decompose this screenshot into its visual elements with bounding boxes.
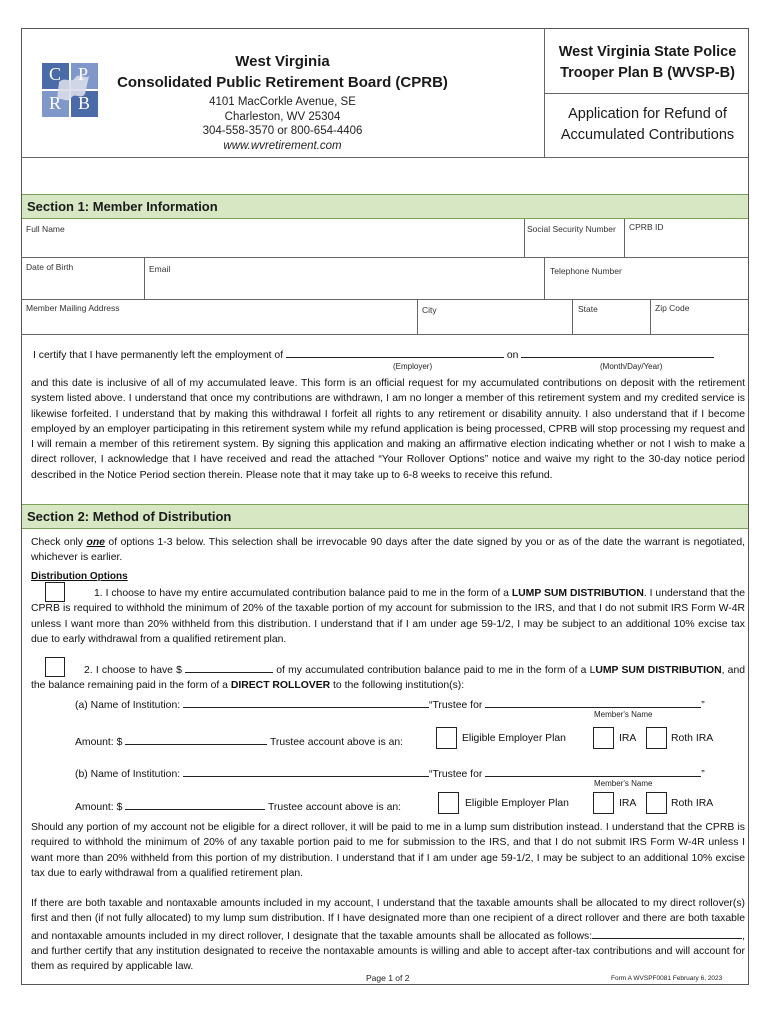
ira-a-checkbox[interactable] xyxy=(593,727,614,749)
mailing-address-field[interactable]: Member Mailing Address xyxy=(26,303,120,313)
eligible-plan-a-checkbox[interactable] xyxy=(436,727,457,749)
roth-ira-b-checkbox[interactable] xyxy=(646,792,667,814)
section2-instructions: Check only one of options 1-3 below. This selection shall be irrevocable 90 days after the date signed by you or as of the date the warrant is negotiated, whichever is earlier. xyxy=(31,537,745,564)
certification-paragraph: and this date is inclusive of all of my accumulated leave. This form is an official request for my accumulated contributions on deposit with the retirement system listed above. I understand that once my contributions are withdrawn, I am no longer a member of this retirement system and my credited service is likewise forfeited. I understand that by making this withdrawal I forfeit all rights to any retirement or disability annuity. I also understand that if I become employed by an employer participating in this retirement system while my refund application is being processed, CPRB will stop processing my request and I will remain a member of this retirement system. By signing this application and making an affirmative election indicating whether or not I wish to make a direct rollover, I acknowledge that I have received and read the attached “Your Rollover Options” notice and waive my right to the 30-day notice period described in the Notice Period section therein. Please note that it may take up to 6-8 weeks to receive this refund. xyxy=(31,378,745,481)
option1-text: 1. I choose to have my entire accumulated contribution balance paid to me in the form of a LUMP SUM DISTRIBUTION. I understand that the CPRB is required to withhold the minimum of 20% of the taxable portion of my account for submission to the IRS, and that I do not submit IRS Form W-4R unless I want more than 20% withheld from this distribution. I understand that if I am under age 59-1/2, I may be subject to an additional 10% excise tax due to early withdrawal from a qualified retirement plan. xyxy=(31,588,745,645)
amount-a-row: Amount: $ Trustee account above is an: xyxy=(75,733,403,748)
logo-letter-c: C xyxy=(49,64,62,84)
dob-field[interactable]: Date of Birth xyxy=(26,262,74,272)
institution-b-member-input[interactable] xyxy=(485,765,701,777)
email-field[interactable]: Email xyxy=(149,264,171,274)
eligible-plan-b-label: Eligible Employer Plan xyxy=(465,798,569,809)
ira-b-label: IRA xyxy=(619,798,637,809)
state-field[interactable]: State xyxy=(578,304,598,314)
roth-ira-a-label: Roth IRA xyxy=(671,733,714,744)
institution-b-name-input[interactable] xyxy=(183,765,429,777)
org-website: www.wvretirement.com xyxy=(223,139,342,152)
org-name: Consolidated Public Retirement Board (CPRB) xyxy=(117,74,448,91)
amount-b-row: Amount: $ Trustee account above is an: xyxy=(75,798,401,813)
eligible-plan-b-checkbox[interactable] xyxy=(438,792,459,814)
form-title-line1: Application for Refund of xyxy=(568,106,727,122)
logo-letter-r: R xyxy=(49,93,62,113)
option2-text: 2. I choose to have $ of my accumulated contribution balance paid to me in the form of a LUMP SUM DISTRIBUTION, and the balance remaining paid in the form of a DIRECT ROLLOVER to the following institution(s): xyxy=(31,661,745,694)
roth-ira-a-checkbox[interactable] xyxy=(646,727,667,749)
section2-header xyxy=(22,504,748,529)
institution-a-member-input[interactable] xyxy=(485,696,701,708)
allocation-paragraph: If there are both taxable and nontaxable amounts included in my account, I understand that the taxable amounts shall be allocated to my direct rollover(s) first and then (if not fully allocated) to my lump sum distribution. If I have designated more than one recipient of a direct rollover and there are both taxable and nontaxable amounts included in my direct rollover, I designate that the taxable amounts shall be allocated as follows: , and further certify that any institution designated to receive the nontaxable amounts is willing and able to accept after-tax contributions and will account for them as required by applicable law. xyxy=(31,898,745,973)
rollover-paragraph: Should any portion of my account not be eligible for a direct rollover, it will be paid to me in a lump sum distribution instead. I understand that the CPRB is required to withhold the minimum of 20% of any taxable portion paid to me for submission to the IRS, and that I do not submit IRS Form W-4R unless I want more than 20% withheld from this portion of my distribution. I understand that if I am under age 59-1/2, I may be subject to an additional 10% excise tax due to early withdrawal from a qualified retirement plan. xyxy=(31,822,745,879)
page-number: Page 1 of 2 xyxy=(366,973,410,983)
separation-date-input[interactable] xyxy=(521,346,714,358)
org-state: West Virginia xyxy=(235,53,330,70)
lump-sum-amount-input[interactable] xyxy=(185,661,273,673)
ira-a-label: IRA xyxy=(619,733,637,744)
institution-b-row: (b) Name of Institution: “Trustee for ” xyxy=(75,765,705,780)
cprb-logo xyxy=(41,62,99,118)
distribution-options-heading: Distribution Options xyxy=(31,571,128,582)
plan-name-line1: West Virginia State Police xyxy=(558,44,737,60)
employer-input[interactable] xyxy=(286,346,504,358)
section1-title: Section 1: Member Information xyxy=(27,199,218,214)
employer-caption-text: (Employer) xyxy=(393,362,433,371)
eligible-plan-a-label: Eligible Employer Plan xyxy=(462,733,566,744)
ssn-field[interactable]: Social Security Number xyxy=(527,224,616,234)
roth-ira-b-label: Roth IRA xyxy=(671,798,714,809)
institution-a-name-input[interactable] xyxy=(183,696,429,708)
zip-code-field[interactable]: Zip Code xyxy=(655,303,690,313)
section2-title: Section 2: Method of Distribution xyxy=(27,509,232,524)
allocation-input[interactable] xyxy=(592,927,742,939)
members-name-caption-b: Member's Name xyxy=(594,779,653,788)
amount-b-input[interactable] xyxy=(125,798,265,810)
cprb-id-field[interactable]: CPRB ID xyxy=(629,222,664,232)
city-field[interactable]: City xyxy=(422,305,437,315)
form-id: Form A WVSPF0081 February 6, 2023 xyxy=(611,975,723,982)
members-name-caption-a: Member's Name xyxy=(594,710,653,719)
section1-header xyxy=(22,194,748,219)
org-phones: 304-558-3570 or 800-654-4406 xyxy=(202,125,363,137)
certify-statement: I certify that I have permanently left the employment of on xyxy=(33,346,714,361)
date-caption: (Month/Day/Year) xyxy=(600,362,663,371)
org-address-street: 4101 MacCorkle Avenue, SE xyxy=(209,96,356,108)
telephone-field[interactable]: Telephone Number xyxy=(550,266,622,276)
logo-letter-b: B xyxy=(78,93,91,113)
institution-a-row: (a) Name of Institution: “Trustee for ” xyxy=(75,696,705,711)
plan-name-line2: Trooper Plan B (WVSP-B) xyxy=(560,65,735,81)
form-title-line2: Accumulated Contributions xyxy=(560,127,735,143)
org-address-city: Charleston, WV 25304 xyxy=(224,110,341,123)
full-name-field[interactable]: Full Name xyxy=(26,224,65,234)
ira-b-checkbox[interactable] xyxy=(593,792,614,814)
logo-letter-p: P xyxy=(78,64,89,84)
amount-a-input[interactable] xyxy=(125,733,267,745)
